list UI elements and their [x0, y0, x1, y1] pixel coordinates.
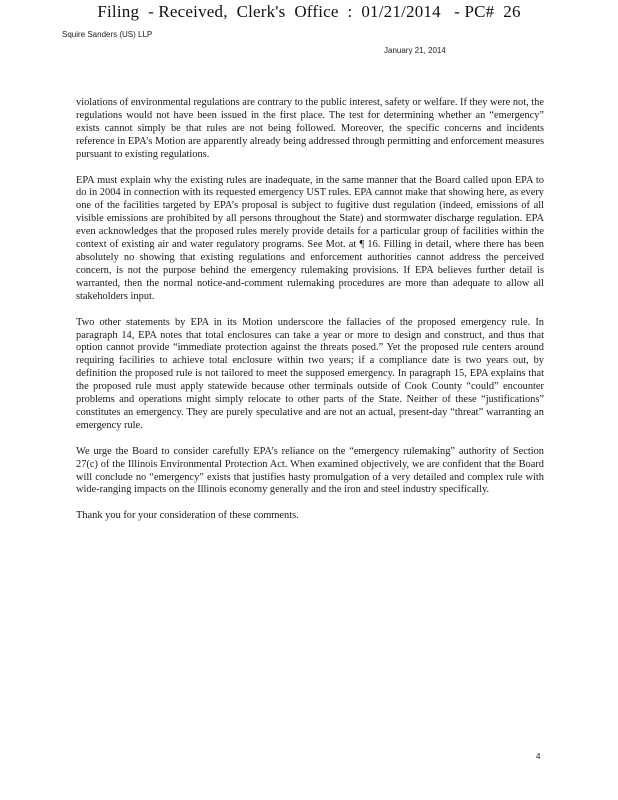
- page-number: 4: [536, 752, 541, 761]
- paragraph: We urge the Board to consider carefully EPA’s reliance on the “emergency rulemaking” authority of Section 27(c) of the Illinois Environmental Protection Act. When examined objectively, we are confident that the Board will conclude no “emergency” exists that justifies hasty promulgation of a very detailed and complex rule with wide-ranging impacts on the Illinois economy generally and the iron and steel industry specifically.: [76, 445, 544, 496]
- paragraph: EPA must explain why the existing rules are inadequate, in the same manner that the Board called upon EPA to do in 2004 in connection with its requested emergency UST rules. EPA cannot make that showing here, as every one of the facilities targeted by EPA’s proposal is subject to fugitive dust regulation (indeed, emissions of all visible emissions are prohibited by all persons throughout the State) and stormwater discharge regulation. EPA even acknowledges that the proposed rules merely provide details for a particular group of facilities within the context of existing air and water regulatory programs. See Mot. at ¶ 16. Filling in detail, where there has been absolutely no showing that existing regulations and enforcement authorities cannot address the perceived concern, is not the purpose behind the emergency rulemaking provisions. If EPA believes further detail is warranted, then the normal notice-and-comment rulemaking procedures are more than adequate to allow all stakeholders input.: [76, 174, 544, 302]
- paragraph: Two other statements by EPA in its Motion underscore the fallacies of the proposed emergency rule. In paragraph 14, EPA notes that total enclosures can take a year or more to design and construct, and thus that option cannot provide “immediate protection against the threats posed.” Yet the proposed rule centers around requiring facilities to achieve total enclosure within two years; if a compliance date is two years out, by definition the proposed rule is not tailored to meet the supposed emergency. In paragraph 15, EPA explains that the proposed rule must apply statewide because other terminals outside of Cook County “could” encounter problems and operations might simply relocate to other parts of the State. Neither of these “justifications” constitutes an emergency. They are purely speculative and are not an actual, present-day “threat” warranting an emergency rule.: [76, 316, 544, 431]
- filing-stamp: Filing - Received, Clerk's Office : 01/21/2014 - PC# 26: [97, 2, 521, 21]
- firm-name: Squire Sanders (US) LLP: [62, 30, 153, 39]
- paragraph: Thank you for your consideration of these comments.: [76, 510, 299, 522]
- paragraph: violations of environmental regulations are contrary to the public interest, safety or welfare. If they were not, the regulations would not have been issued in the first place. The test for determining whether an “emergency” exists cannot simply be that rules are not being followed. Moreover, the specific concerns and incidents reference in EPA’s Motion are apparently already being addressed through permitting and enforcement measures pursuant to existing regulations.: [76, 97, 544, 160]
- letter-date: January 21, 2014: [384, 46, 446, 55]
- letter-body: [76, 97, 544, 536]
